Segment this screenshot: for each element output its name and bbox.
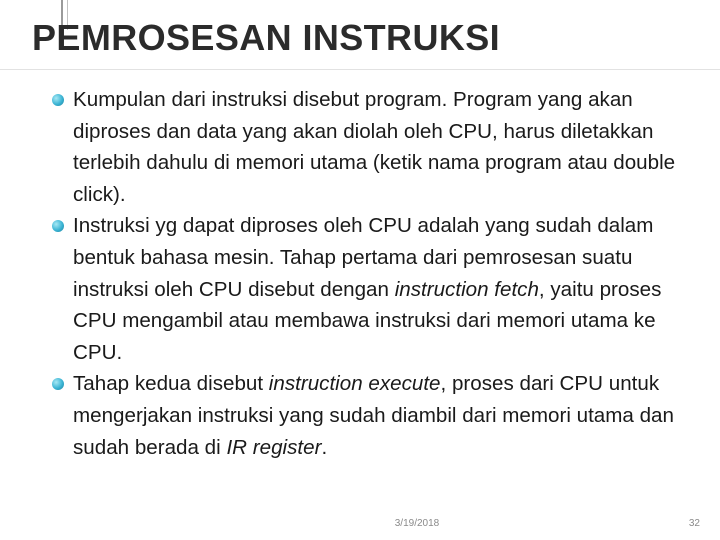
frame-line-horizontal — [0, 69, 720, 70]
bullet-text: Tahap kedua disebut — [73, 372, 269, 396]
bullet-circle-icon — [52, 220, 64, 232]
bullet-item — [48, 84, 688, 210]
bullet-text: . — [321, 435, 328, 459]
bullet-list — [48, 84, 688, 463]
bullet-text: Instruksi yg dapat diproses oleh CPU adalah yang sudah dalam bentuk bahasa mesin. Tahap pertama dari pemrosesan suatu instruksi oleh CPU disebut dengan — [73, 214, 654, 301]
bullet-text-italic: instruction fetch — [394, 277, 539, 301]
slide-title: PEMROSESAN INSTRUKSI — [32, 17, 501, 58]
bullet-text: , yaitu proses CPU mengambil atau membawa instruksi dari memori utama ke CPU. — [73, 277, 662, 364]
footer-date: 3/19/2018 — [394, 518, 440, 529]
bullet-item — [48, 210, 688, 368]
bullet-item — [48, 368, 688, 463]
bullet-text-italic: instruction execute — [268, 372, 441, 396]
bullet-circle-icon — [52, 94, 64, 106]
bullet-text: , proses dari CPU untuk mengerjakan instruksi yang sudah diambil dari memori utama dan sudah berada di — [73, 372, 674, 459]
bullet-text-italic: IR register — [226, 435, 322, 459]
bullet-circle-icon — [52, 378, 64, 390]
bullet-text: Kumpulan dari instruksi disebut program. Program yang akan diproses dan data yang akan diolah oleh CPU, harus diletakkan terlebih dahulu di memori utama (ketik nama program atau double click). — [73, 88, 676, 206]
footer-page-number: 32 — [688, 518, 700, 529]
